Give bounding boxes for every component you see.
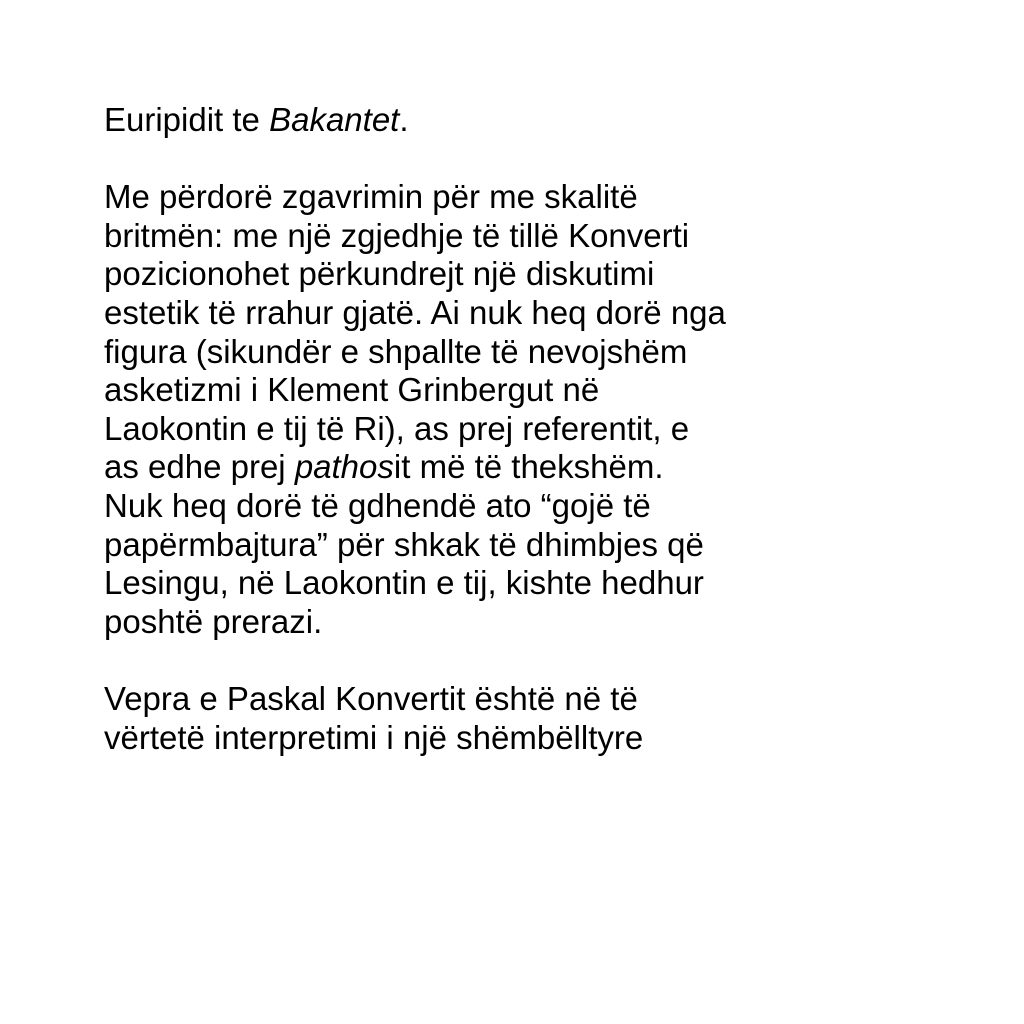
paragraph-closing	[104, 680, 1004, 757]
text-line: estetik të rrahur gjatë. Ai nuk heq dorë nga	[104, 293, 726, 331]
text-line	[104, 101, 1004, 140]
paragraph-gap	[104, 140, 1004, 179]
text-run: Euripidit te	[104, 101, 270, 138]
text-line	[104, 448, 1004, 487]
text-run: it më të thekshëm.	[393, 448, 664, 486]
italic-term: pathos	[294, 448, 394, 486]
text-line: britmën: me një zgjedhje të tillë Konverti	[104, 216, 690, 254]
document-page	[104, 101, 1004, 757]
text-line: Me përdorë zgavrimin për me skalitë	[104, 178, 638, 216]
paragraph-intro	[104, 101, 1004, 140]
text-line: pozicionohet përkundrejt një diskutimi	[104, 255, 655, 293]
text-run: as edhe prej	[104, 448, 295, 486]
italic-title: Bakantet	[269, 101, 400, 138]
text-line: Nuk heq dorë të gdhendë ato “gojë të	[104, 486, 651, 524]
text-line: Vepra e Paskal Konvertit është në të	[104, 679, 638, 717]
paragraph-gap	[104, 641, 1004, 680]
text-line: Laokontin e tij të Ri), as prej referentit, e	[104, 409, 690, 447]
text-line: vërtetë interpretimi i një shëmbëlltyre	[104, 718, 644, 756]
text-line: poshtë prerazi.	[104, 602, 323, 640]
text-run: .	[399, 101, 409, 138]
text-line: asketizmi i Klement Grinbergut në	[104, 371, 600, 409]
text-line: papërmbajtura” për shkak të dhimbjes që	[104, 525, 704, 563]
text-line: figura (sikundër e shpallte të nevojshëm	[104, 332, 688, 370]
paragraph-body	[104, 178, 1004, 641]
text-line: Lesingu, në Laokontin e tij, kishte hedhur	[104, 564, 704, 602]
